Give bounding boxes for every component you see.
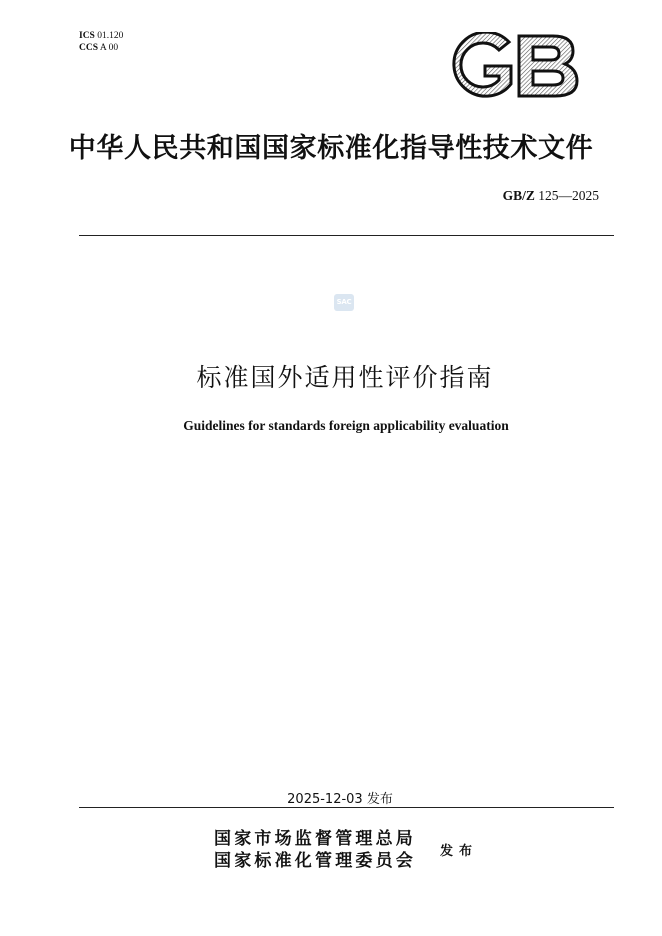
ics-label: ICS: [79, 31, 95, 41]
sac-watermark: SAC: [334, 294, 354, 311]
publish-label: 发布: [440, 844, 479, 859]
classification-codes: [79, 30, 123, 54]
bottom-divider: [79, 807, 614, 808]
top-divider: [79, 235, 614, 236]
issuing-bodies: [214, 828, 416, 872]
ccs-label: CCS: [79, 43, 99, 53]
ics-code: [79, 30, 123, 42]
ccs-value: A 00: [99, 43, 119, 53]
standard-number-value: 125—2025: [538, 188, 599, 203]
standard-number: [503, 188, 599, 204]
ccs-code: [79, 42, 123, 54]
issue-date: 2025-12-03 发布: [287, 792, 393, 807]
document-title-en: Guidelines for standards foreign applicability evaluation: [183, 418, 509, 433]
gb-logo: [449, 32, 579, 100]
issuer-samr: 国家市场监督管理总局: [214, 829, 416, 849]
issuer-sac: 国家标准化管理委员会: [214, 851, 416, 871]
standard-prefix: GB/Z: [502, 188, 535, 203]
series-title: 中华人民共和国国家标准化指导性技术文件: [68, 133, 594, 164]
ics-value: 01.120: [97, 31, 124, 41]
document-title-cn: 标准国外适用性评价指南: [196, 363, 494, 392]
